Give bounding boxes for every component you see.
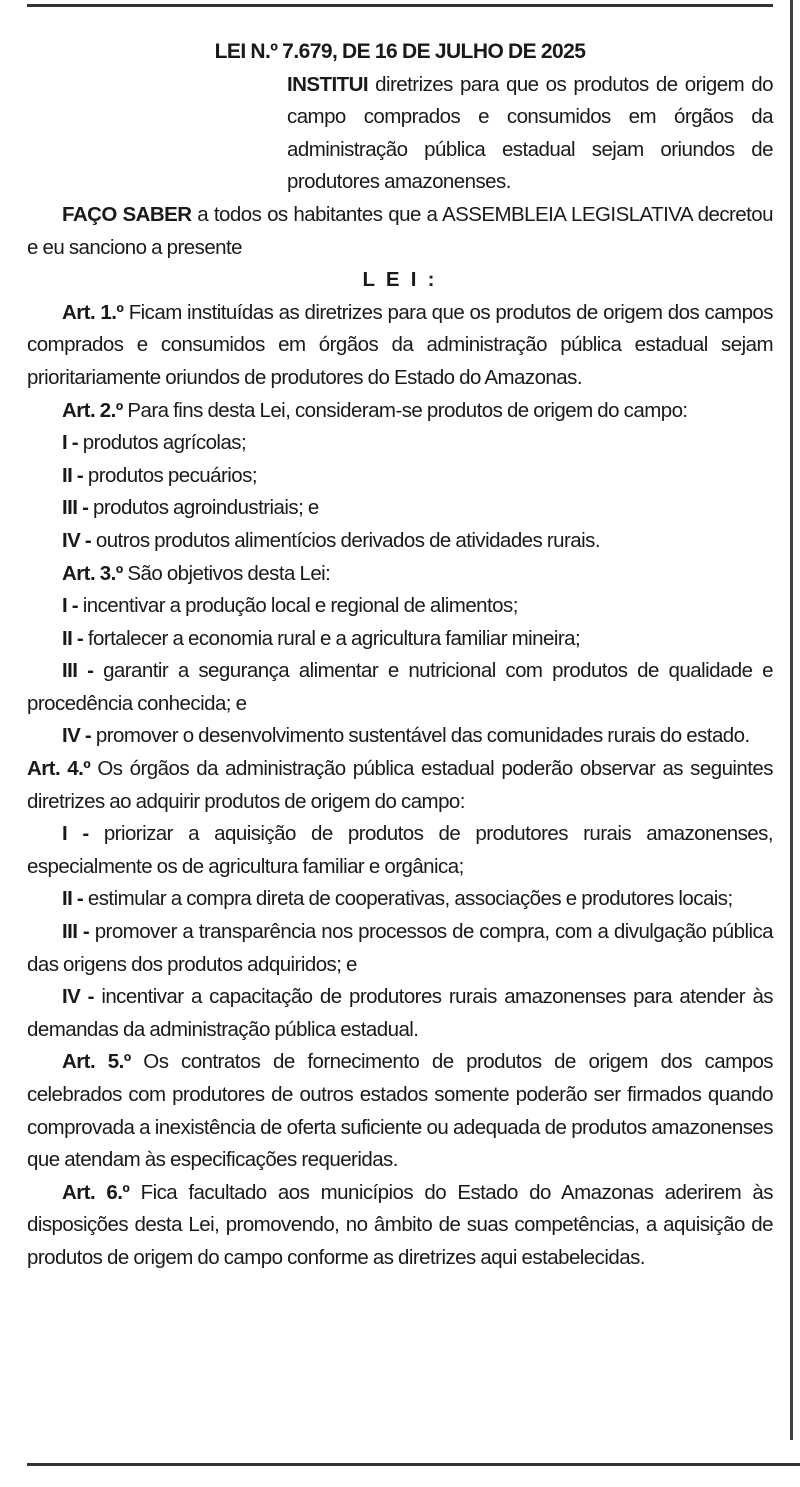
law-document (27, 36, 773, 1275)
article-3-item-3 (27, 655, 773, 720)
ementa (287, 69, 773, 199)
right-rule (790, 0, 793, 1440)
item-number: IV - (62, 985, 94, 1009)
preamble-text: a todos os habitantes que a ASSEMBLEIA LEGISLATIVA decretou e eu sanciono a presente (27, 202, 774, 259)
article-4-text: Os órgãos da administração pública estadual poderão observar as seguintes diretrizes ao adquirir produtos de origem do campo: (27, 757, 773, 813)
article-3-label: Art. 3.º (62, 561, 123, 585)
article-1 (27, 297, 773, 395)
item-text: produtos agrícolas; (82, 431, 247, 455)
article-2-item-4 (27, 525, 773, 558)
preamble (27, 199, 773, 264)
item-text: incentivar a capacitação de produtores rurais amazonenses para atender às demandas da administração pública estadual. (27, 985, 773, 1041)
article-6-label: Art. 6.º (62, 1180, 130, 1204)
article-5-text: Os contratos de fornecimento de produtos de origem dos campos celebrados com produtores de outros estados somente poderão ser firmados quando comprovada a inexistência de oferta suficiente ou adequada de produtos amazonenses que atendam às especificações requeridas. (27, 1050, 773, 1172)
item-number: III - (62, 496, 89, 520)
top-rule (27, 4, 773, 7)
item-text: fortalecer a economia rural e a agricultura familiar mineira; (87, 626, 581, 650)
item-number: IV - (62, 724, 92, 748)
article-2-text: Para fins desta Lei, consideram-se produtos de origem do campo: (127, 398, 688, 422)
item-text: priorizar a aquisição de produtos de produtores rurais amazonenses, especialmente os de agricultura familiar e orgânica; (27, 822, 773, 878)
item-number: II - (62, 626, 84, 650)
item-text: garantir a segurança alimentar e nutricional com produtos de qualidade e procedência conhecida; e (27, 659, 774, 715)
article-3-text: São objetivos desta Lei: (127, 561, 331, 585)
item-number: III - (62, 659, 94, 683)
item-number: I - (62, 822, 89, 846)
ementa-lead: INSTITUI (287, 72, 369, 96)
article-4-item-4 (27, 981, 773, 1046)
article-6 (27, 1177, 773, 1275)
article-6-text: Fica facultado aos municípios do Estado do Amazonas aderirem às disposições desta Lei, promovendo, no âmbito de suas competências, a aquisição de produtos de origem do campo conforme as diretrizes aqui estabelecidas. (27, 1180, 773, 1269)
item-text: promover a transparência nos processos de compra, com a divulgação pública das origens dos produtos adquiridos; e (27, 920, 774, 976)
article-5-label: Art. 5.º (62, 1050, 131, 1074)
article-4-item-2 (27, 883, 773, 916)
article-2-item-1 (27, 427, 773, 460)
article-4 (27, 753, 773, 818)
article-1-label: Art. 1.º (62, 300, 124, 324)
item-number: I - (62, 594, 79, 618)
article-2-item-3 (27, 492, 773, 525)
article-4-item-1 (27, 818, 773, 883)
item-number: II - (62, 463, 84, 487)
item-number: IV - (62, 528, 92, 552)
article-3-item-2 (27, 623, 773, 656)
article-2 (27, 395, 773, 428)
item-number: II - (62, 887, 84, 911)
item-text: produtos pecuários; (87, 463, 257, 487)
article-5 (27, 1046, 773, 1176)
article-2-label: Art. 2.º (62, 398, 123, 422)
item-number: I - (62, 431, 79, 455)
preamble-lead: FAÇO SABER (62, 202, 192, 226)
article-4-label: Art. 4.º (27, 757, 91, 781)
item-text: promover o desenvolvimento sustentável das comunidades rurais do estado. (95, 724, 750, 748)
item-text: produtos agroindustriais; e (93, 496, 319, 520)
item-text: estimular a compra direta de cooperativas, associações e produtores locais; (87, 887, 733, 911)
law-title: LEI N.º 7.679, DE 16 DE JULHO DE 2025 (214, 40, 586, 63)
bottom-rule (27, 1463, 800, 1466)
article-3 (27, 558, 773, 591)
item-text: outros produtos alimentícios derivados de atividades rurais. (95, 528, 600, 552)
ementa-text: diretrizes para que os produtos de origem do campo comprados e consumidos em órgãos da administração pública estadual sejam oriundos de produtores amazonenses. (287, 72, 773, 194)
article-4-item-3 (27, 916, 773, 981)
item-number: III - (62, 920, 90, 944)
item-text: incentivar a produção local e regional de alimentos; (82, 594, 518, 618)
article-2-item-2 (27, 460, 773, 493)
article-1-text: Ficam instituídas as diretrizes para que os produtos de origem dos campos comprados e consumidos em órgãos da administração pública estadual sejam prioritariamente oriundos de produtores do Estado do Amazonas. (27, 300, 773, 389)
lei-heading: L E I : (362, 268, 438, 292)
article-3-item-4 (27, 720, 773, 753)
article-3-item-1 (27, 590, 773, 623)
